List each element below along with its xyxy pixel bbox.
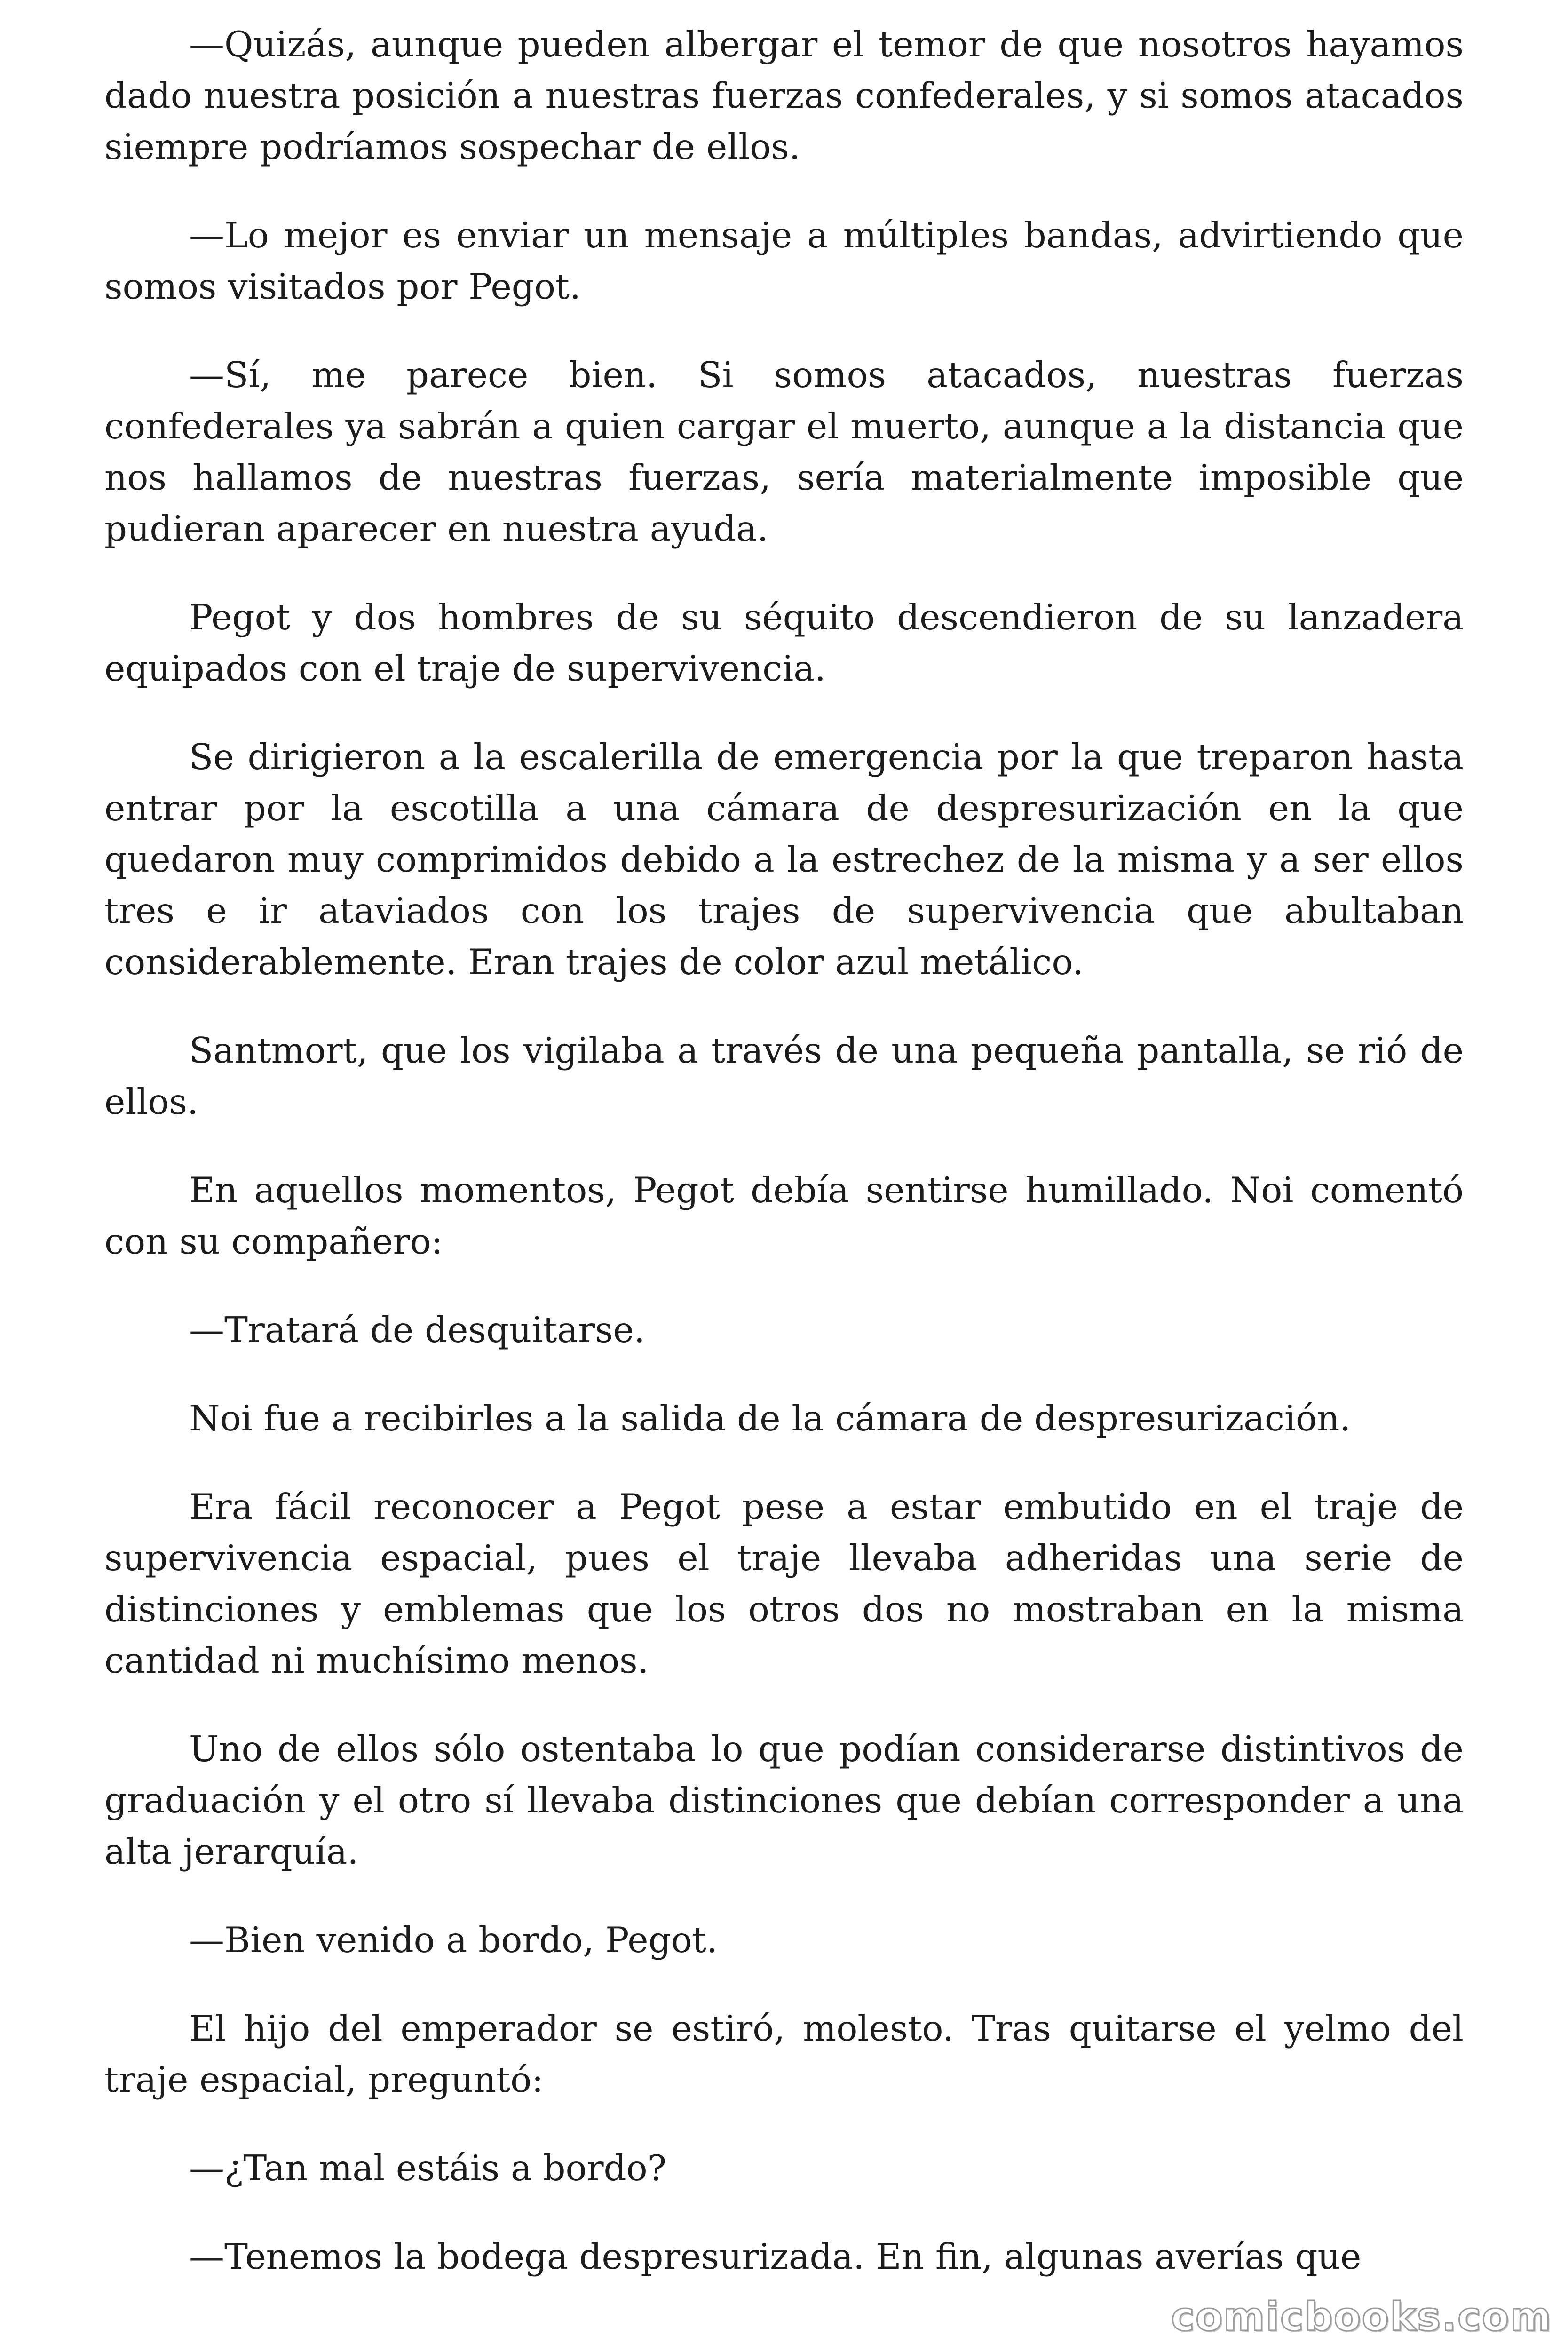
- paragraph: Uno de ellos sólo ostentaba lo que podían considerarse distintivos de graduación y el otro sí llevaba distinciones que debían corresponder a una alta jerarquía.: [104, 1728, 1464, 1872]
- paragraph: —Lo mejor es enviar un mensaje a múltiples bandas, advirtiendo que somos visitados por Pegot.: [104, 215, 1464, 307]
- paragraph: El hijo del emperador se estiró, molesto. Tras quitarse el yelmo del traje espacial, preguntó:: [104, 2008, 1464, 2100]
- paragraph: Santmort, que los vigilaba a través de una pequeña pantalla, se rió de ellos.: [104, 1030, 1464, 1122]
- watermark: comicbooks.com: [1171, 2294, 1552, 2340]
- paragraph: —Tenemos la bodega despresurizada. En fin, algunas averías que: [189, 2236, 1362, 2277]
- paragraph: En aquellos momentos, Pegot debía sentirse humillado. Noi comentó con su compañero:: [104, 1169, 1464, 1262]
- paragraph: Noi fue a recibirles a la salida de la cámara de despresurización.: [189, 1398, 1351, 1439]
- paragraph: Se dirigieron a la escalerilla de emergencia por la que treparon hasta entrar por la escotilla a una cámara de despresurización en la que quedaron muy comprimidos debido a la estrechez de la misma y a ser ellos tres e ir ataviados con los trajes de supervivencia que abultaban considerablemente. Eran trajes de color azul metálico.: [104, 736, 1464, 983]
- paragraph: —¿Tan mal estáis a bordo?: [189, 2147, 666, 2189]
- paragraph: —Bien venido a bordo, Pegot.: [189, 1919, 718, 1961]
- paragraph: —Quizás, aunque pueden albergar el temor de que nosotros hayamos dado nuestra posición a nuestras fuerzas confederales, y si somos atacados siempre podríamos sospechar de ellos.: [104, 24, 1464, 167]
- paragraph: Era fácil reconocer a Pegot pese a estar embutido en el traje de supervivencia espacial, pues el traje llevaba adheridas una serie de distinciones y emblemas que los otros dos no mostraban en la misma cantidad ni muchísimo menos.: [104, 1486, 1464, 1681]
- paragraph: Pegot y dos hombres de su séquito descendieron de su lanzadera equipados con el traje de supervivencia.: [104, 596, 1464, 689]
- book-page-text: [104, 19, 1464, 2282]
- paragraph: —Sí, me parece bien. Si somos atacados, nuestras fuerzas confederales ya sabrán a quien cargar el muerto, aunque a la distancia que nos hallamos de nuestras fuerzas, sería materialmente imposible que pudieran aparecer en nuestra ayuda.: [104, 354, 1464, 549]
- paragraph: —Tratará de desquitarse.: [189, 1309, 645, 1351]
